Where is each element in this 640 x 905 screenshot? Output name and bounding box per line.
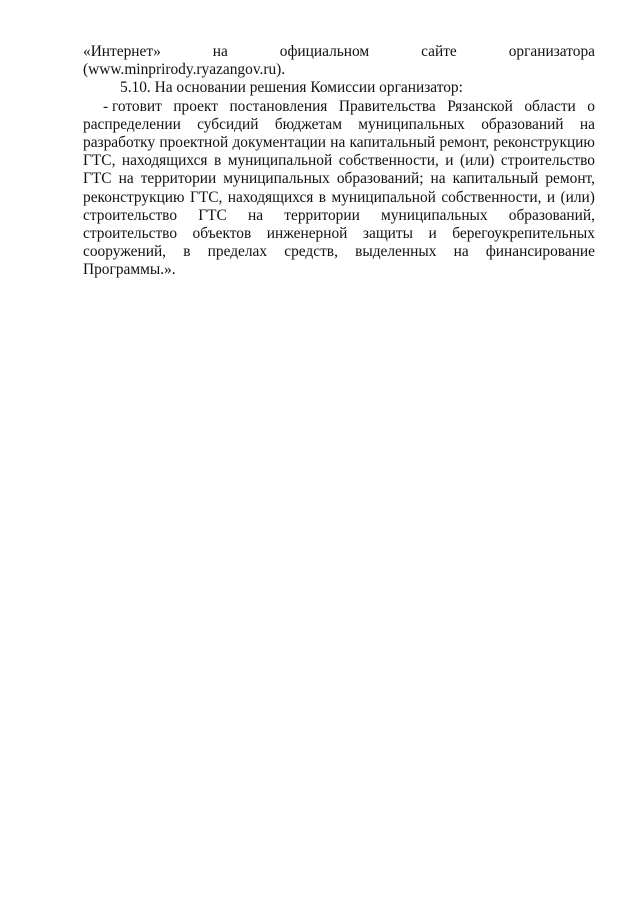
word: в bbox=[183, 243, 191, 261]
word: образований, bbox=[508, 206, 595, 224]
word: на bbox=[453, 243, 469, 261]
word: строительство bbox=[83, 206, 178, 224]
word: ремонт, bbox=[545, 170, 595, 188]
word: выделенных bbox=[355, 243, 437, 261]
word: и bbox=[546, 188, 556, 206]
word: на bbox=[430, 170, 446, 188]
word: бюджетам bbox=[274, 115, 342, 133]
word: в bbox=[213, 152, 222, 170]
word: Правительства bbox=[338, 97, 436, 115]
word: муниципальной bbox=[227, 152, 333, 170]
word: сооружений, bbox=[83, 243, 167, 261]
word: муниципальных bbox=[223, 170, 330, 188]
word: разработку bbox=[83, 133, 156, 151]
word: ГТС, bbox=[83, 152, 116, 170]
word: находящихся bbox=[121, 152, 208, 170]
word: пределах bbox=[207, 243, 268, 261]
word: официальном bbox=[279, 43, 370, 60]
word: постановления bbox=[229, 97, 328, 115]
word: ГТС bbox=[198, 206, 227, 224]
word: «Интернет» bbox=[83, 43, 161, 60]
word: на bbox=[212, 43, 228, 60]
word: собственности, bbox=[441, 188, 542, 206]
text-line-6 bbox=[83, 134, 595, 152]
text-line-9 bbox=[83, 189, 595, 207]
word: проект bbox=[173, 97, 218, 115]
word: ГТС, bbox=[189, 188, 223, 206]
word: распределении bbox=[83, 115, 181, 133]
word: сайте bbox=[421, 43, 457, 60]
word: проектной bbox=[159, 133, 229, 151]
word: реконструкцию bbox=[493, 133, 595, 151]
word: муниципальных bbox=[381, 206, 488, 224]
word: на bbox=[579, 115, 595, 133]
text-line-12 bbox=[83, 243, 595, 261]
word: на bbox=[330, 133, 346, 151]
word: строительство bbox=[83, 224, 178, 242]
word: капитальный bbox=[452, 170, 539, 188]
word: области bbox=[524, 97, 576, 115]
word: муниципальных bbox=[358, 115, 465, 133]
word: защиты bbox=[362, 224, 413, 242]
word: документации bbox=[232, 133, 326, 151]
text-line-2: (www.minprirody.ryazangov.ru). bbox=[83, 61, 286, 79]
word: собственности, bbox=[338, 152, 439, 170]
word: капитальный bbox=[349, 133, 436, 151]
word: (или) bbox=[460, 152, 495, 170]
text-line-3: 5.10. На основании решения Комиссии организатор: bbox=[120, 79, 463, 97]
text-line-11 bbox=[83, 225, 595, 243]
document-text bbox=[83, 43, 595, 279]
word: ремонт, bbox=[439, 133, 490, 151]
word: инженерной bbox=[266, 224, 348, 242]
text-line-5 bbox=[83, 116, 595, 134]
word: в bbox=[318, 188, 327, 206]
word: находящихся bbox=[227, 188, 314, 206]
word: муниципальной bbox=[331, 188, 436, 206]
word: территории bbox=[284, 206, 360, 224]
text-line-7 bbox=[83, 152, 595, 170]
word: строительство bbox=[500, 152, 595, 170]
word: ГТС bbox=[83, 170, 112, 188]
word: берегоукрепительных bbox=[452, 224, 595, 242]
word: и bbox=[428, 224, 437, 242]
word: финансирование bbox=[485, 243, 595, 261]
word: субсидий bbox=[197, 115, 259, 133]
word: реконструкцию bbox=[83, 188, 185, 206]
text-line-8 bbox=[83, 170, 595, 188]
word: о bbox=[587, 97, 595, 115]
word: - готовит bbox=[103, 97, 162, 115]
text-line-13: Программы.». bbox=[83, 261, 176, 279]
word: (или) bbox=[560, 188, 595, 206]
text-line-4 bbox=[83, 98, 595, 116]
word: образований bbox=[481, 115, 564, 133]
word: организатора bbox=[508, 43, 595, 60]
word: на bbox=[118, 170, 134, 188]
word: на bbox=[248, 206, 264, 224]
word: Рязанской bbox=[447, 97, 513, 115]
word: объектов bbox=[192, 224, 252, 242]
word: образований; bbox=[336, 170, 424, 188]
text-line-10 bbox=[83, 207, 595, 225]
word: и bbox=[445, 152, 454, 170]
word: территории bbox=[140, 170, 217, 188]
word: средств, bbox=[284, 243, 338, 261]
text-line-1 bbox=[83, 43, 595, 61]
